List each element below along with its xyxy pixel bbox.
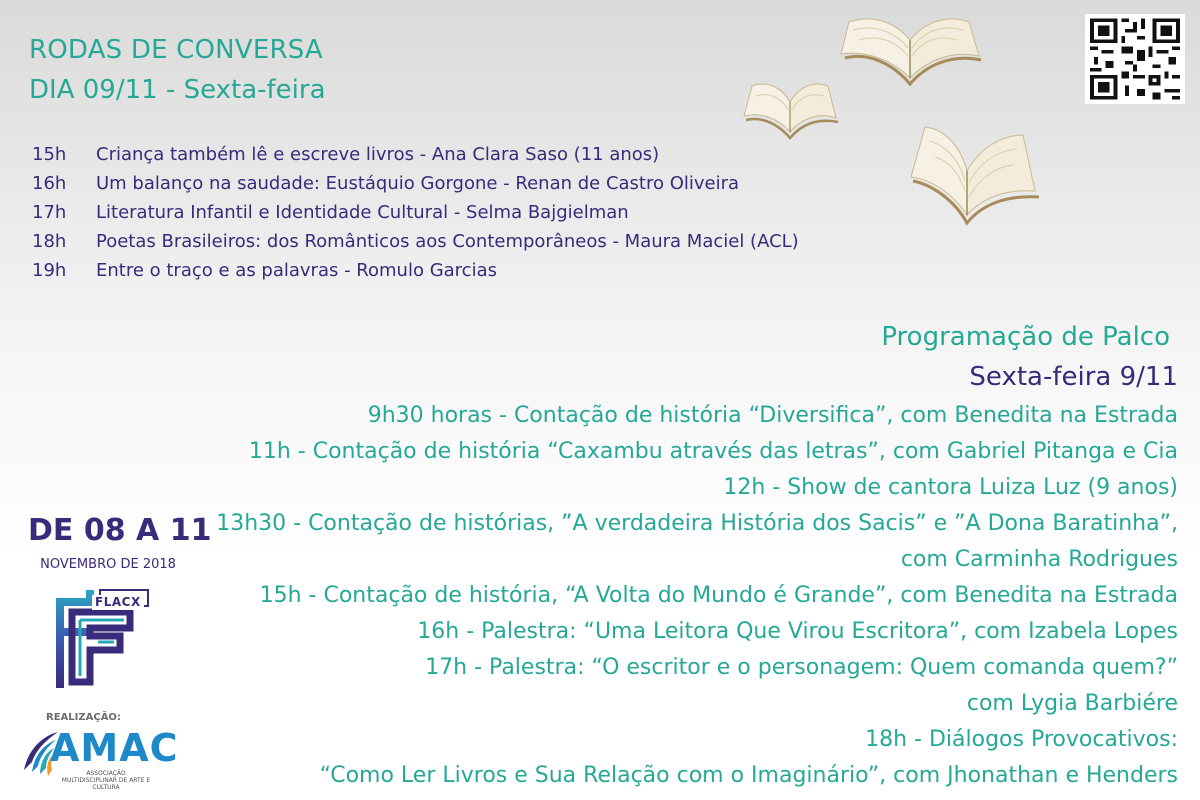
rodas-schedule-item (32, 198, 799, 227)
rodas-time: 16h (32, 173, 67, 194)
rodas-schedule-item (32, 227, 799, 256)
palco-schedule-line: 16h - Palestra: “Uma Leitora Que Virou Escritora”, com Izabela Lopes (417, 619, 1178, 644)
flying-book-icon (905, 105, 1045, 235)
palco-schedule-line: 11h - Contação de história “Caxambu através das letras”, com Gabriel Pitanga e Cia (248, 439, 1178, 464)
flacx-logo-text: FLACX (92, 595, 144, 610)
rodas-topic: Poetas Brasileiros: dos Românticos aos Contemporâneos - Maura Maciel (ACL) (96, 231, 799, 252)
rodas-schedule-list (32, 140, 799, 285)
palco-schedule-line: 17h - Palestra: “O escritor e o personagem: Quem comanda quem?” (425, 655, 1178, 680)
rodas-time: 15h (32, 144, 67, 165)
amac-logo-text: AMAC (50, 726, 179, 770)
rodas-time: 17h (32, 202, 67, 223)
palco-schedule-line: 13h30 - Contação de histórias, ”A verdadeira História dos Sacis” e ”A Dona Baratinha”, (216, 511, 1178, 536)
qr-code-icon[interactable] (1086, 15, 1184, 103)
flying-book-icon (835, 0, 985, 95)
rodas-topic: Um balanço na saudade: Eustáquio Gorgone - Renan de Castro Oliveira (96, 173, 740, 194)
rodas-topic: Criança também lê e escreve livros - Ana Clara Saso (11 anos) (96, 144, 660, 165)
palco-schedule-line: 12h - Show de cantora Luiza Luz (9 anos) (723, 475, 1178, 500)
palco-schedule-line: 15h - Contação de história, “A Volta do Mundo é Grande”, com Benedita na Estrada (259, 583, 1178, 608)
palco-schedule-line: “Como Ler Livros e Sua Relação com o Imaginário”, com Jhonathan e Henders (319, 763, 1178, 788)
palco-schedule-line: com Lygia Barbiére (966, 691, 1178, 716)
event-dates: DE 08 A 11 (28, 513, 212, 548)
realizacao-label: REALIZAÇÃO: (46, 712, 121, 723)
palco-schedule-line: 18h - Diálogos Provocativos: (865, 727, 1178, 752)
palco-schedule-list (216, 398, 1178, 794)
rodas-time: 19h (32, 260, 67, 281)
amac-subtitle: ASSOCIAÇÃO MULTIDISCIPLINAR DE ARTE E CULTURA (61, 770, 151, 791)
rodas-schedule-item (32, 169, 799, 198)
rodas-time: 18h (32, 231, 67, 252)
palco-schedule-line: com Carminha Rodrigues (900, 547, 1178, 572)
flying-book-icon (740, 70, 840, 150)
rodas-title: RODAS DE CONVERSA (29, 35, 323, 65)
rodas-topic: Literatura Infantil e Identidade Cultural - Selma Bajgielman (96, 202, 629, 223)
rodas-schedule-item (32, 256, 799, 285)
palco-schedule-line: 9h30 horas - Contação de história “Diversifica”, com Benedita na Estrada (367, 403, 1178, 428)
rodas-day: DIA 09/11 - Sexta-feira (29, 75, 326, 105)
rodas-topic: Entre o traço e as palavras - Romulo Garcias (96, 260, 497, 281)
palco-day: Sexta-feira 9/11 (969, 362, 1178, 392)
rodas-schedule-item (32, 140, 799, 169)
event-month: NOVEMBRO DE 2018 (40, 557, 176, 572)
palco-heading: Programação de Palco (881, 322, 1170, 352)
